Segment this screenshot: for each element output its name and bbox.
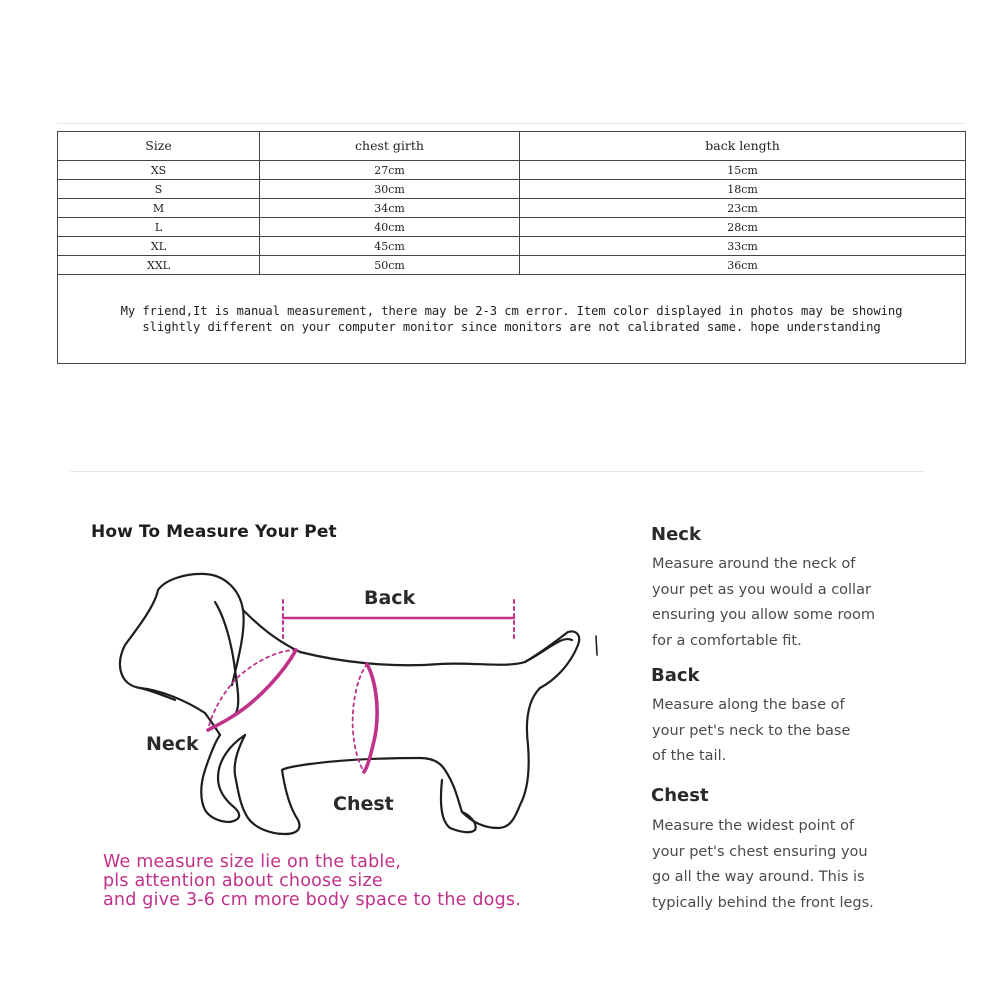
size-cell: XXL	[58, 256, 260, 275]
neck-measure-dashed	[208, 650, 296, 730]
chest-cell: 50cm	[260, 256, 520, 275]
header-back-length: back length	[520, 132, 966, 161]
diagram-label-back: Back	[364, 587, 416, 609]
section-line: for a comfortable fit.	[652, 632, 802, 649]
advice-line: We measure size lie on the table,	[103, 852, 402, 872]
chest-measure-line	[364, 664, 377, 772]
diagram-label-neck: Neck	[146, 733, 199, 755]
section-text-back	[652, 693, 952, 770]
advice-line: pls attention about choose size	[103, 871, 383, 891]
size-cell: M	[58, 199, 260, 218]
size-cell: XS	[58, 161, 260, 180]
chest-measure-dashed	[353, 664, 367, 772]
section-heading-chest: Chest	[651, 785, 709, 806]
size-cell: XL	[58, 237, 260, 256]
measure-title: How To Measure Your Pet	[91, 522, 337, 542]
dog-belly-outline	[282, 758, 420, 770]
header-size: Size	[58, 132, 260, 161]
section-line: Measure the widest point of	[652, 818, 855, 834]
section-line: Measure along the base of	[652, 697, 845, 713]
section-line: ensuring you allow some room	[652, 607, 875, 623]
diagram-label-chest: Chest	[333, 793, 394, 815]
section-line: Measure around the neck of	[652, 556, 856, 572]
dog-neck-outline	[243, 610, 300, 652]
section-line: of the tail.	[652, 748, 727, 764]
header-chest-girth: chest girth	[260, 132, 520, 161]
dog-tail-tick	[596, 636, 597, 655]
back-cell: 33cm	[520, 237, 966, 256]
section-line: your pet as you would a collar	[652, 581, 871, 598]
size-cell: L	[58, 218, 260, 237]
chest-cell: 30cm	[260, 180, 520, 199]
back-cell: 18cm	[520, 180, 966, 199]
size-advice-note	[103, 853, 521, 910]
dog-frontleg-outline	[235, 735, 300, 834]
chest-cell: 45cm	[260, 237, 520, 256]
back-cell: 23cm	[520, 199, 966, 218]
section-line: your pet's chest ensuring you	[652, 843, 868, 860]
back-cell: 15cm	[520, 161, 966, 180]
section-heading-neck: Neck	[651, 524, 701, 545]
note-line: My friend,It is manual measurement, there may be 2-3 cm error. Item color displayed in photos may be showing	[120, 304, 903, 318]
dog-hindleg-outline	[441, 780, 476, 832]
back-cell: 28cm	[520, 218, 966, 237]
note-line: slightly different on your computer monitor since monitors are not calibrated same. hope understanding	[142, 320, 881, 334]
chest-cell: 40cm	[260, 218, 520, 237]
section-heading-back: Back	[651, 665, 700, 686]
chest-cell: 34cm	[260, 199, 520, 218]
back-cell: 36cm	[520, 256, 966, 275]
neck-measure-line	[208, 650, 296, 730]
section-text-neck	[652, 552, 952, 654]
dog-back-outline	[300, 639, 572, 665]
dog-rear-outline	[420, 688, 540, 828]
section-line: your pet's neck to the base	[652, 722, 851, 739]
section-text-chest	[652, 814, 952, 916]
size-cell: S	[58, 180, 260, 199]
chest-cell: 27cm	[260, 161, 520, 180]
advice-line: and give 3-6 cm more body space to the dogs.	[103, 890, 521, 910]
section-line: typically behind the front legs.	[652, 894, 874, 911]
dog-ear-outline	[215, 602, 238, 713]
section-line: go all the way around. This is	[652, 869, 865, 885]
dog-throat-outline	[140, 688, 175, 700]
